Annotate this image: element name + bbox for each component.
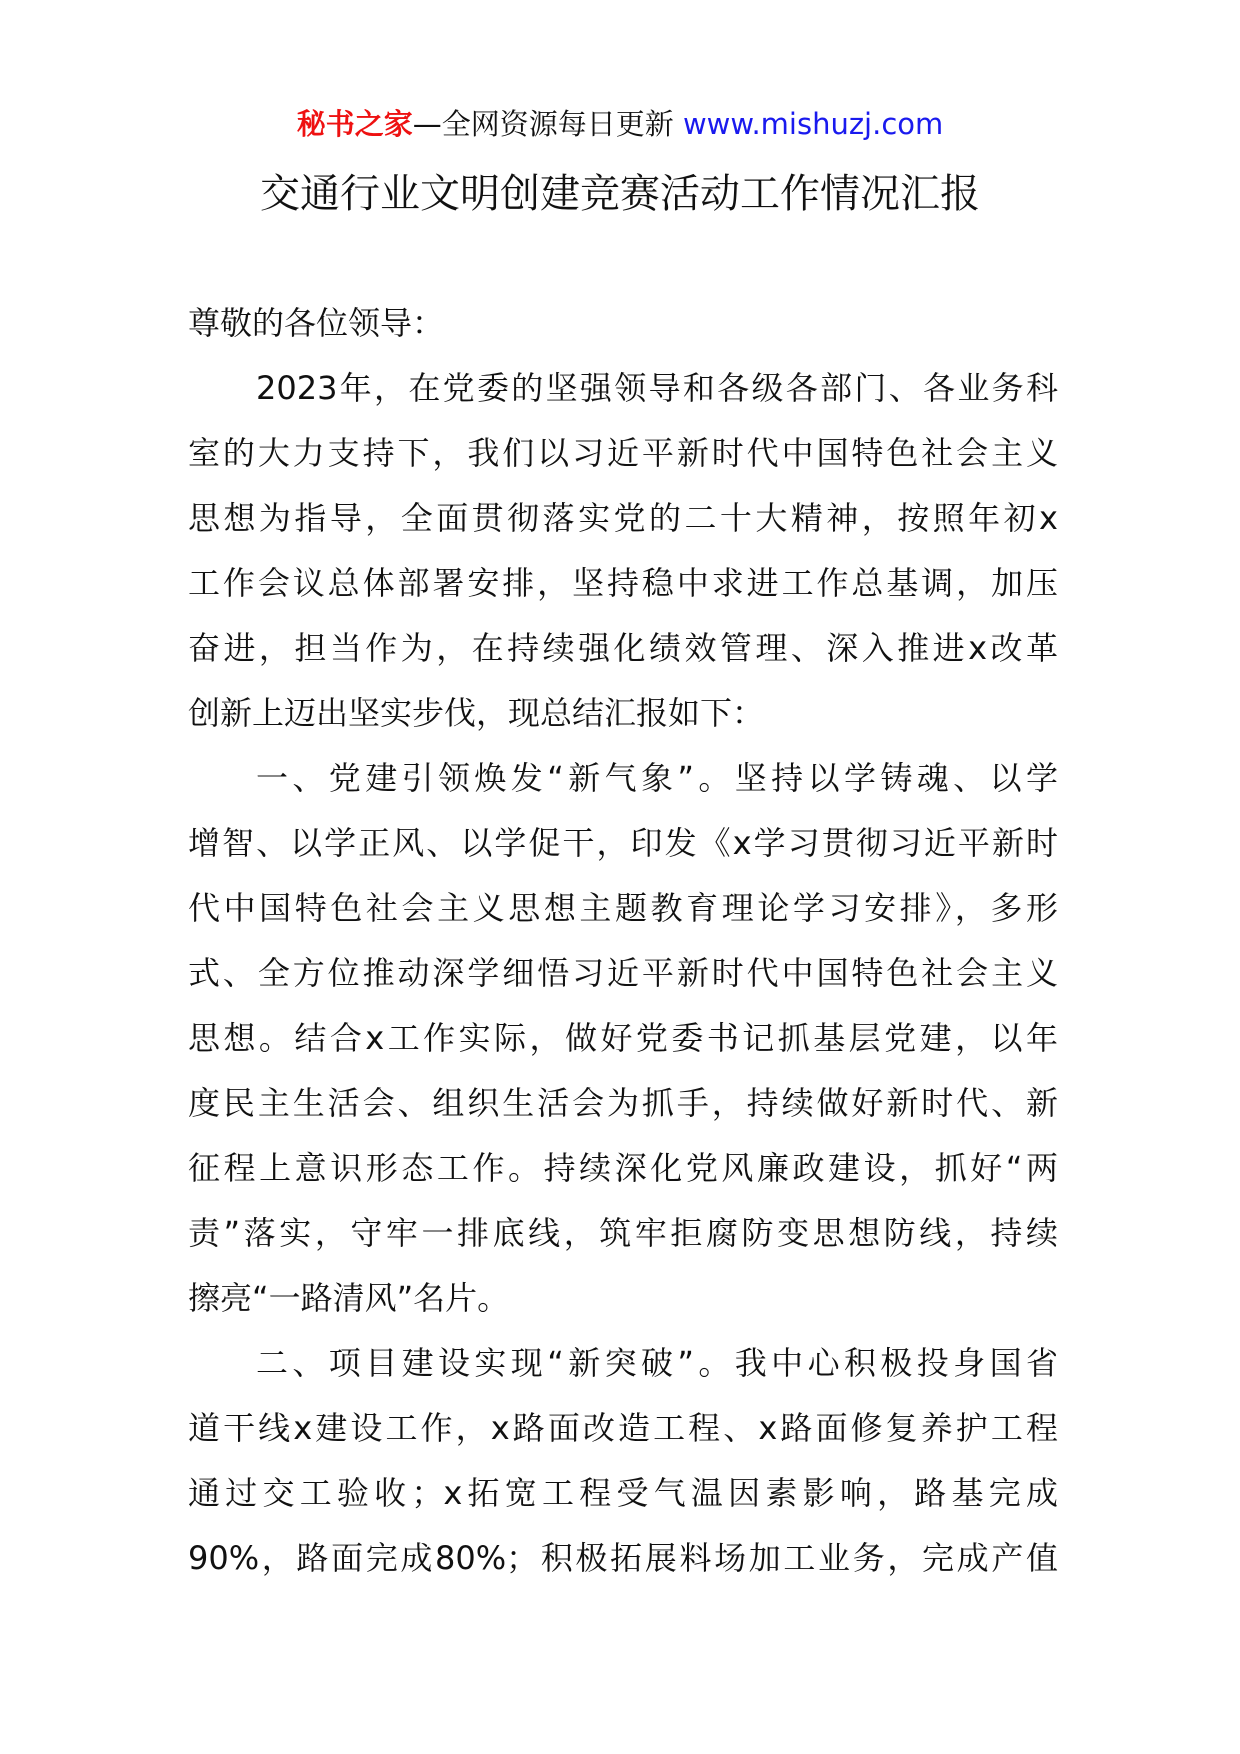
paragraph-line: 工作会议总体部署安排，坚持稳中求进工作总基调，加压 <box>188 564 1058 602</box>
paragraph-line: 2023年，在党委的坚强领导和各级各部门、各业务科 <box>256 369 1058 407</box>
watermark-header <box>0 104 1240 144</box>
paragraph-line: 一、党建引领焕发“新气象”。坚持以学铸魂、以学 <box>256 759 1058 797</box>
document-title: 交通行业文明创建竞赛活动工作情况汇报 <box>260 171 980 217</box>
document-body <box>188 291 1058 1591</box>
paragraph-line: 思想。结合x工作实际，做好党委书记抓基层党建，以年 <box>188 1019 1058 1057</box>
paragraph-line: 通过交工验收；x拓宽工程受气温因素影响，路基完成 <box>188 1474 1058 1512</box>
paragraph-line: 奋进，担当作为，在持续强化绩效管理、深入推进x改革 <box>188 629 1058 667</box>
site-slogan: —全网资源每日更新 <box>412 107 674 141</box>
paragraph-line: 道干线x建设工作，x路面改造工程、x路面修复养护工程 <box>188 1409 1058 1447</box>
paragraph-line: 二、项目建设实现“新突破”。我中心积极投身国省 <box>256 1344 1058 1382</box>
paragraph-line: 度民主生活会、组织生活会为抓手，持续做好新时代、新 <box>188 1084 1058 1122</box>
salutation-line: 尊敬的各位领导： <box>188 304 445 342</box>
paragraph-line: 增智、以学正风、以学促干，印发《x学习贯彻习近平新时 <box>188 824 1058 862</box>
site-name: 秘书之家 <box>296 107 413 141</box>
paragraph-line: 责”落实，守牢一排底线，筑牢拒腐防变思想防线，持续 <box>188 1214 1058 1252</box>
paragraph-line: 征程上意识形态工作。持续深化党风廉政建设，抓好“两 <box>188 1149 1058 1187</box>
paragraph-line: 代中国特色社会主义思想主题教育理论学习安排》，多形 <box>188 889 1058 927</box>
site-url-link[interactable]: www.mishuzj.com <box>682 107 944 141</box>
paragraph-line: 式、全方位推动深学细悟习近平新时代中国特色社会主义 <box>188 954 1058 992</box>
paragraph-line: 创新上迈出坚实步伐，现总结汇报如下： <box>188 694 765 732</box>
paragraph-line: 90%，路面完成80%；积极拓展料场加工业务，完成产值 <box>188 1539 1058 1577</box>
paragraph-line: 擦亮“一路清风”名片。 <box>188 1279 510 1317</box>
paragraph-line: 思想为指导，全面贯彻落实党的二十大精神，按照年初x <box>188 499 1058 537</box>
paragraph-line: 室的大力支持下，我们以习近平新时代中国特色社会主义 <box>188 434 1058 472</box>
